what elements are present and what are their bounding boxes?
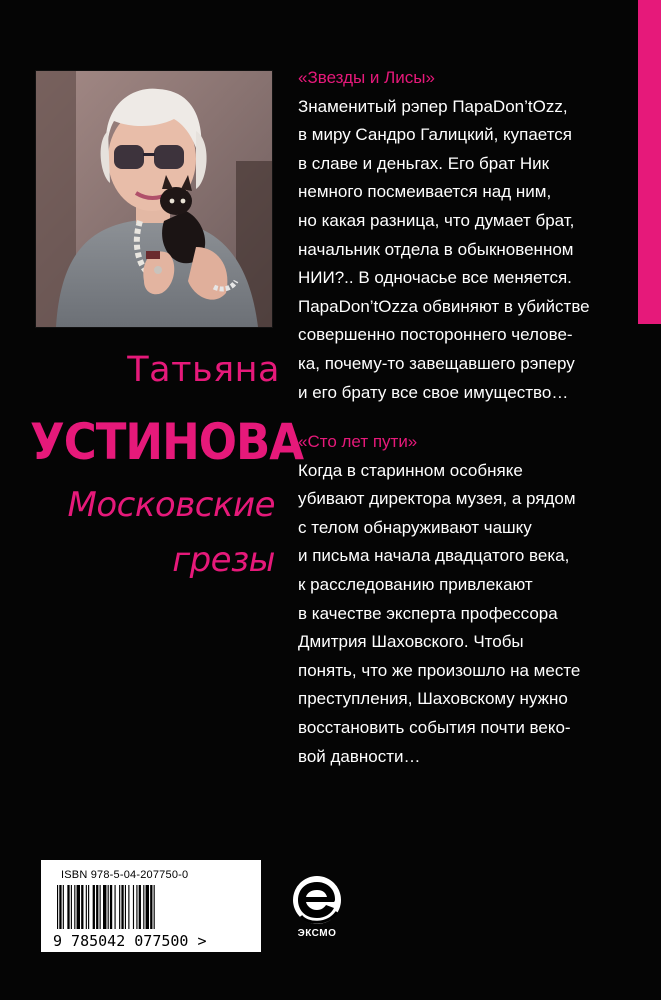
annotation-line: в славе и деньгах. Его брат Ник xyxy=(298,153,550,173)
annotation-line: и его брату все свое имущество… xyxy=(298,382,569,402)
publisher-logo xyxy=(287,872,347,952)
annotation-line: вой давности… xyxy=(298,746,421,766)
annotation-line: убивают директора музея, а рядом xyxy=(298,489,576,509)
annotation-line: понять, что же произошло на месте xyxy=(298,660,581,680)
annotation-block-1 xyxy=(298,64,628,407)
barcode-icon xyxy=(57,885,245,931)
annotation-line: к расследованию привлекают xyxy=(298,574,533,594)
eksmo-logo-icon xyxy=(287,872,347,928)
annotation-block-2 xyxy=(298,428,628,771)
annotation-line: Когда в старинном особняке xyxy=(298,460,523,480)
book-title-line-2: грезы xyxy=(172,540,275,580)
publisher-name: ЭКСМО xyxy=(297,928,337,939)
author-last-name: УСТИНОВА xyxy=(30,413,304,472)
annotation-line: но какая разница, что думает брат, xyxy=(298,210,575,230)
annotation-line: в миру Сандро Галицкий, купается xyxy=(298,125,573,145)
annotation-line: Дмитрия Шаховского. Чтобы xyxy=(298,632,524,652)
annotation-line: немного посмеивается над ним, xyxy=(298,182,552,202)
isbn-label: ISBN 978-5-04-207750-0 xyxy=(61,869,189,881)
author-photo xyxy=(35,70,273,328)
author-first-name: Татьяна xyxy=(127,350,280,390)
annotation-line: преступления, Шаховскому нужно xyxy=(298,689,568,709)
annotation-line: с телом обнаруживают чашку xyxy=(298,517,532,537)
annotation-line: в качестве эксперта профессора xyxy=(298,603,558,623)
barcode-digits: 9 785042 077500 > xyxy=(53,932,207,950)
annotation-line: НИИ?.. В одночасье все меняется. xyxy=(298,268,572,288)
annotation-line: начальник отдела в обыкновенном xyxy=(298,239,574,259)
annotation-line: восстановить события почти веко- xyxy=(298,717,571,737)
annotation-line: ПараDon’tOzza обвиняют в убийстве xyxy=(298,296,590,316)
annotation-line: совершенно постороннего челове- xyxy=(298,325,573,345)
isbn-barcode-box xyxy=(41,860,261,952)
pink-accent-bar xyxy=(638,0,661,324)
book-title-line-1: Московские xyxy=(67,485,275,525)
annotation-title-2: «Сто лет пути» xyxy=(298,432,418,451)
annotation-line: и письма начала двадцатого века, xyxy=(298,546,570,566)
annotation-title-1: «Звезды и Лисы» xyxy=(298,68,435,87)
annotation-line: Знаменитый рэпер ПараDon’tOzz, xyxy=(298,96,568,116)
annotation-line: ка, почему-то завещавшего рэперу xyxy=(298,353,575,373)
